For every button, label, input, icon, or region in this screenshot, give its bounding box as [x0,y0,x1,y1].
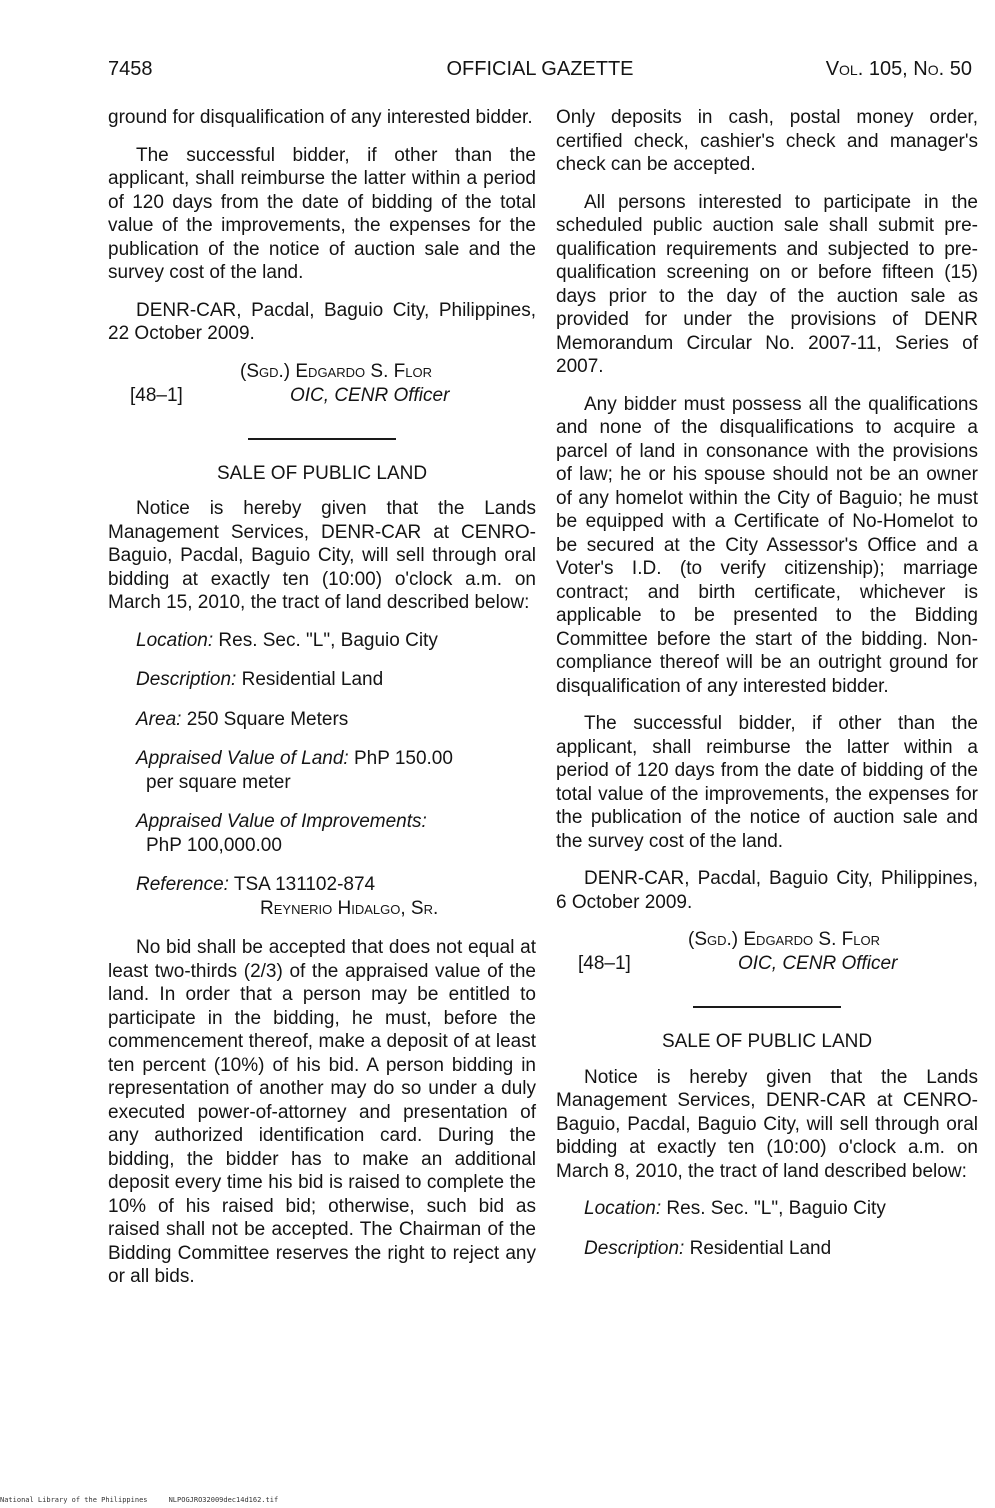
signature-block [108,360,536,410]
volume-number: Vol. 105, No. 50 [825,58,972,80]
appraised-improvements-item [108,810,536,857]
right-column [556,106,978,1276]
description-value: Residential Land [689,1237,832,1259]
description-item [556,1237,978,1261]
description-label: Description: [136,669,237,690]
issue-code: [48–1] [130,384,183,406]
appraised-land-label: Appraised Value of Land: [136,748,349,769]
paragraph: ground for disqualification of any interested bidder. [108,107,533,128]
signature-block [556,928,978,978]
section-divider [693,1006,841,1008]
signatory-name: (Sgd.) Edgardo S. Flor [688,929,880,950]
appraised-land-item [108,747,536,794]
reference-value: TSA 131102-874 [233,874,376,895]
area-value: 250 Square Meters [186,708,349,730]
description-value: Residential Land [241,669,384,690]
area-item [108,708,536,732]
paragraph: Only deposits in cash, postal money order, certified check, cashier's check and manager's check can be accepted. [556,107,978,175]
location-label: Location: [584,1198,662,1219]
area-label: Area: [136,708,182,730]
reference-label: Reference: [136,874,229,895]
reference-name: Reynerio Hidalgo, Sr. [260,897,439,919]
signatory-name: (Sgd.) Edgardo S. Flor [240,360,432,382]
section-divider [248,438,396,440]
paragraph: The successful bidder, if other than the applicant, shall reimburse the latter within a period of 120 days from the date of bidding of the total value of the improvements, the expenses for the publication of the notice of auction sale and the survey cost of the land. [556,713,978,852]
file-label: NLPOGJRO32009dec14d162.tif [168,1496,279,1504]
paragraph: DENR-CAR, Pacdal, Baguio City, Philippines, 6 October 2009. [556,868,978,913]
issue-code: [48–1] [578,953,631,974]
location-item [556,1197,978,1221]
publication-title: OFFICIAL GAZETTE [446,58,634,80]
appraised-land-value: PhP 150.00 [353,748,453,769]
paragraph: Any bidder must possess all the qualifications and none of the disqualifications to acquire a parcel of land in consonance with the provisions of law; he or his spouse should not be an owner of any homelot within the City of Baguio; he must be equipped with a Certificate of No-Homelot to be secured at the City Assessor's Office and a Voter's I.D. (to verify citizenship); marriage contract; and birth certificate, whichever is applicable to be presented to the Bidding Committee before the start of the bidding. Non-compliance thereof will be an outright ground for disqualification of any interested bidder. [556,393,978,697]
description-label: Description: [584,1237,685,1259]
location-item [108,629,536,653]
notice-paragraph: Notice is hereby given that the Lands Management Services, DENR-CAR at CENRO-Baguio, Pacdal, Baguio City, will sell through oral bidding at exactly ten (10:00) o'clock a.m. on March 15, 2010, the tract of land described below: [108,498,536,613]
notice-paragraph: Notice is hereby given that the Lands Management Services, DENR-CAR at CENRO-Baguio, Pacdal, Baguio City, will sell through oral bidding at exactly ten (10:00) o'clock a.m. on March 8, 2010, the tract of land described below: [556,1066,978,1182]
scan-footer [0,1496,278,1504]
signatory-office: OIC, CENR Officer [290,384,450,406]
location-label: Location: [136,629,214,651]
signatory-office: OIC, CENR Officer [738,953,898,974]
reference-item [108,873,536,920]
section-title: SALE OF PUBLIC LAND [661,1031,873,1052]
paragraph: All persons interested to participate in the scheduled public auction sale shall submit pre-qualification requirements and subjected to pre-qualification screening on or before fifteen (15) days prior to the day of the auction sale as provided for under the provisions of DENR Memorandum Circular No. 2007-11, Series of 2007. [556,191,978,377]
appraised-land-unit: per square meter [146,771,291,793]
appraised-improvements-value: PhP 100,000.00 [146,834,282,856]
left-column [108,106,536,1303]
description-item [108,668,536,692]
paragraph: No bid shall be accepted that does not equal at least two-thirds (2/3) of the appraised value of the land. In order that a person may be entitled to participate in the bidding, he must, before the commencement thereof, make a deposit of at least ten percent (10%) of his bid. A person bidding in representation of another may do so under a duly executed power-of-attorney and presentation of any authorized identification card. During the bidding, the bidder has to make an additional deposit every time his bid is raised to complete the 10% of his raised bid; otherwise, such bid as raised shall not be accepted. The Chairman of the Bidding Committee reserves the right to reject any or all bids. [108,937,536,1287]
library-label: National Library of the Philippines [0,1496,148,1504]
location-value: Res. Sec. "L", Baguio City [666,1198,886,1219]
page-number: 7458 [108,58,153,80]
location-value: Res. Sec. "L", Baguio City [218,629,438,651]
section-title: SALE OF PUBLIC LAND [216,462,428,484]
paragraph: The successful bidder, if other than the applicant, shall reimburse the latter within a period of 120 days from the date of bidding of the total value of the improvements, the expenses for the publication of the notice of auction sale and the survey cost of the land. [108,144,536,283]
page-header [108,58,972,88]
paragraph: DENR-CAR, Pacdal, Baguio City, Philippines, 22 October 2009. [108,299,536,344]
appraised-improvements-label: Appraised Value of Improvements: [136,811,427,832]
